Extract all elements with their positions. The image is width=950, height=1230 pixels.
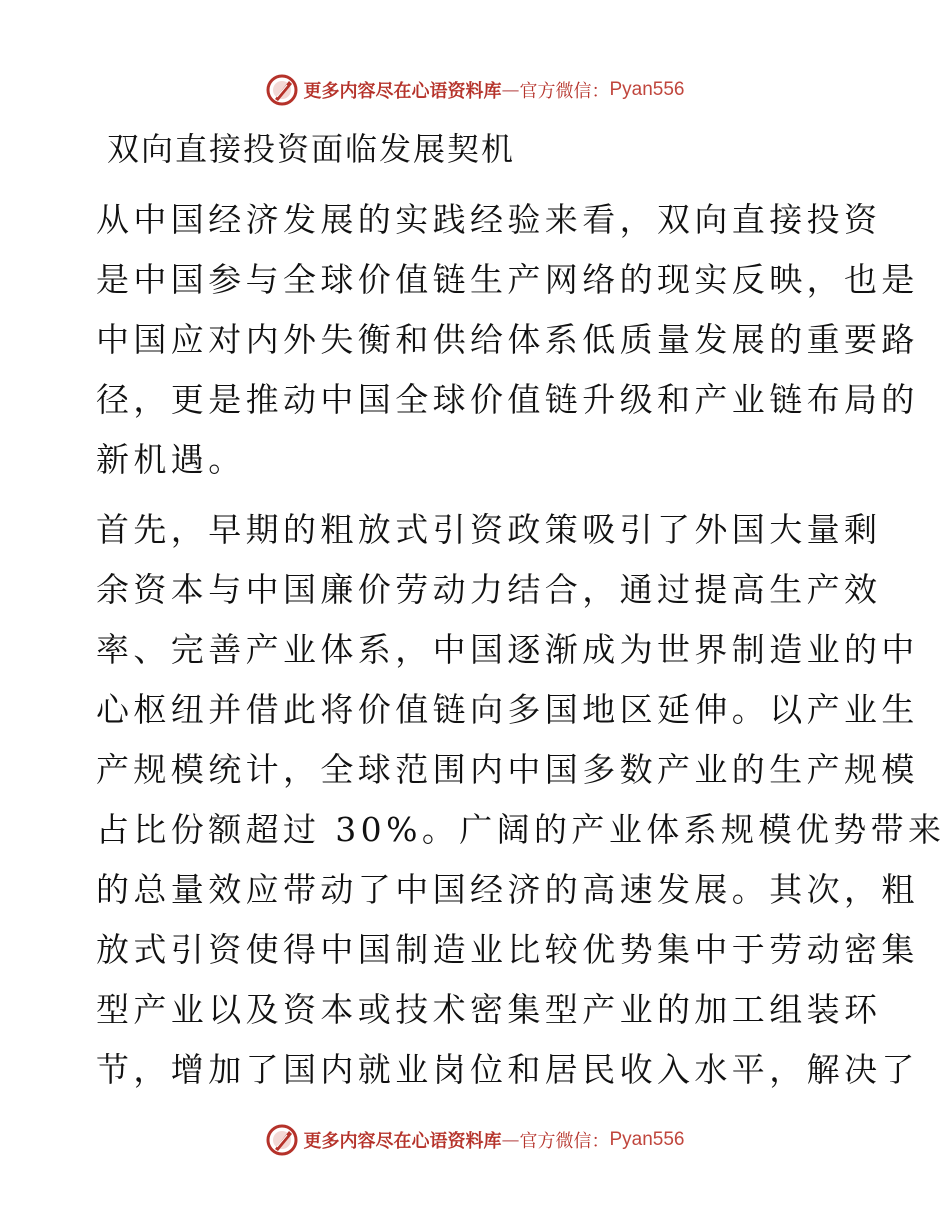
text-line: 径，更是推动中国全球价值链升级和产业链布局的	[96, 380, 919, 419]
text-line: 中国应对内外失衡和供给体系低质量发展的重要路	[96, 320, 919, 359]
banner-text: 更多内容尽在心语资料库	[303, 81, 502, 102]
text-line: 心枢纽并借此将价值链向多国地区延伸。以产业生	[96, 690, 919, 729]
header-banner	[0, 70, 950, 110]
text-line: 是中国参与全球价值链生产网络的现实反映，也是	[96, 260, 919, 299]
text-line: 新机遇。	[96, 440, 246, 479]
text-line: 余资本与中国廉价劳动力结合，通过提高生产效	[96, 570, 882, 609]
banner-dash: —	[501, 79, 520, 101]
text-line: 的总量效应带动了中国经济的高速发展。其次，粗	[96, 870, 919, 909]
feather-pen-logo-icon	[265, 1123, 299, 1157]
document-title: 双向直接投资面临发展契机	[107, 130, 516, 168]
banner-dash: —	[501, 1129, 520, 1151]
text-line: 产规模统计，全球范围内中国多数产业的生产规模	[96, 750, 919, 789]
footer-banner	[0, 1120, 950, 1160]
text-line: 型产业以及资本或技术密集型产业的加工组装环	[96, 990, 882, 1029]
paragraph-2	[96, 500, 946, 1100]
text-line: 节，增加了国内就业岗位和居民收入水平，解决了	[96, 1050, 919, 1089]
text-line: 从中国经济发展的实践经验来看，双向直接投资	[96, 200, 882, 239]
text-line: 率、完善产业体系，中国逐渐成为世界制造业的中	[96, 630, 919, 669]
feather-pen-logo-icon	[265, 73, 299, 107]
banner-wechat-label: 官方微信：	[519, 1131, 610, 1152]
text-line: 首先，早期的粗放式引资政策吸引了外国大量剩	[96, 510, 882, 549]
banner-wechat-id: Pyan556	[609, 1129, 685, 1150]
banner-wechat-id: Pyan556	[609, 79, 685, 100]
text-line: 放式引资使得中国制造业比较优势集中于劳动密集	[96, 930, 919, 969]
paragraph-1	[96, 190, 919, 490]
banner-text: 更多内容尽在心语资料库	[303, 1131, 502, 1152]
text-line: 占比份额超过 30%。广阔的产业体系规模优势带来	[96, 810, 946, 849]
banner-wechat-label: 官方微信：	[519, 81, 610, 102]
